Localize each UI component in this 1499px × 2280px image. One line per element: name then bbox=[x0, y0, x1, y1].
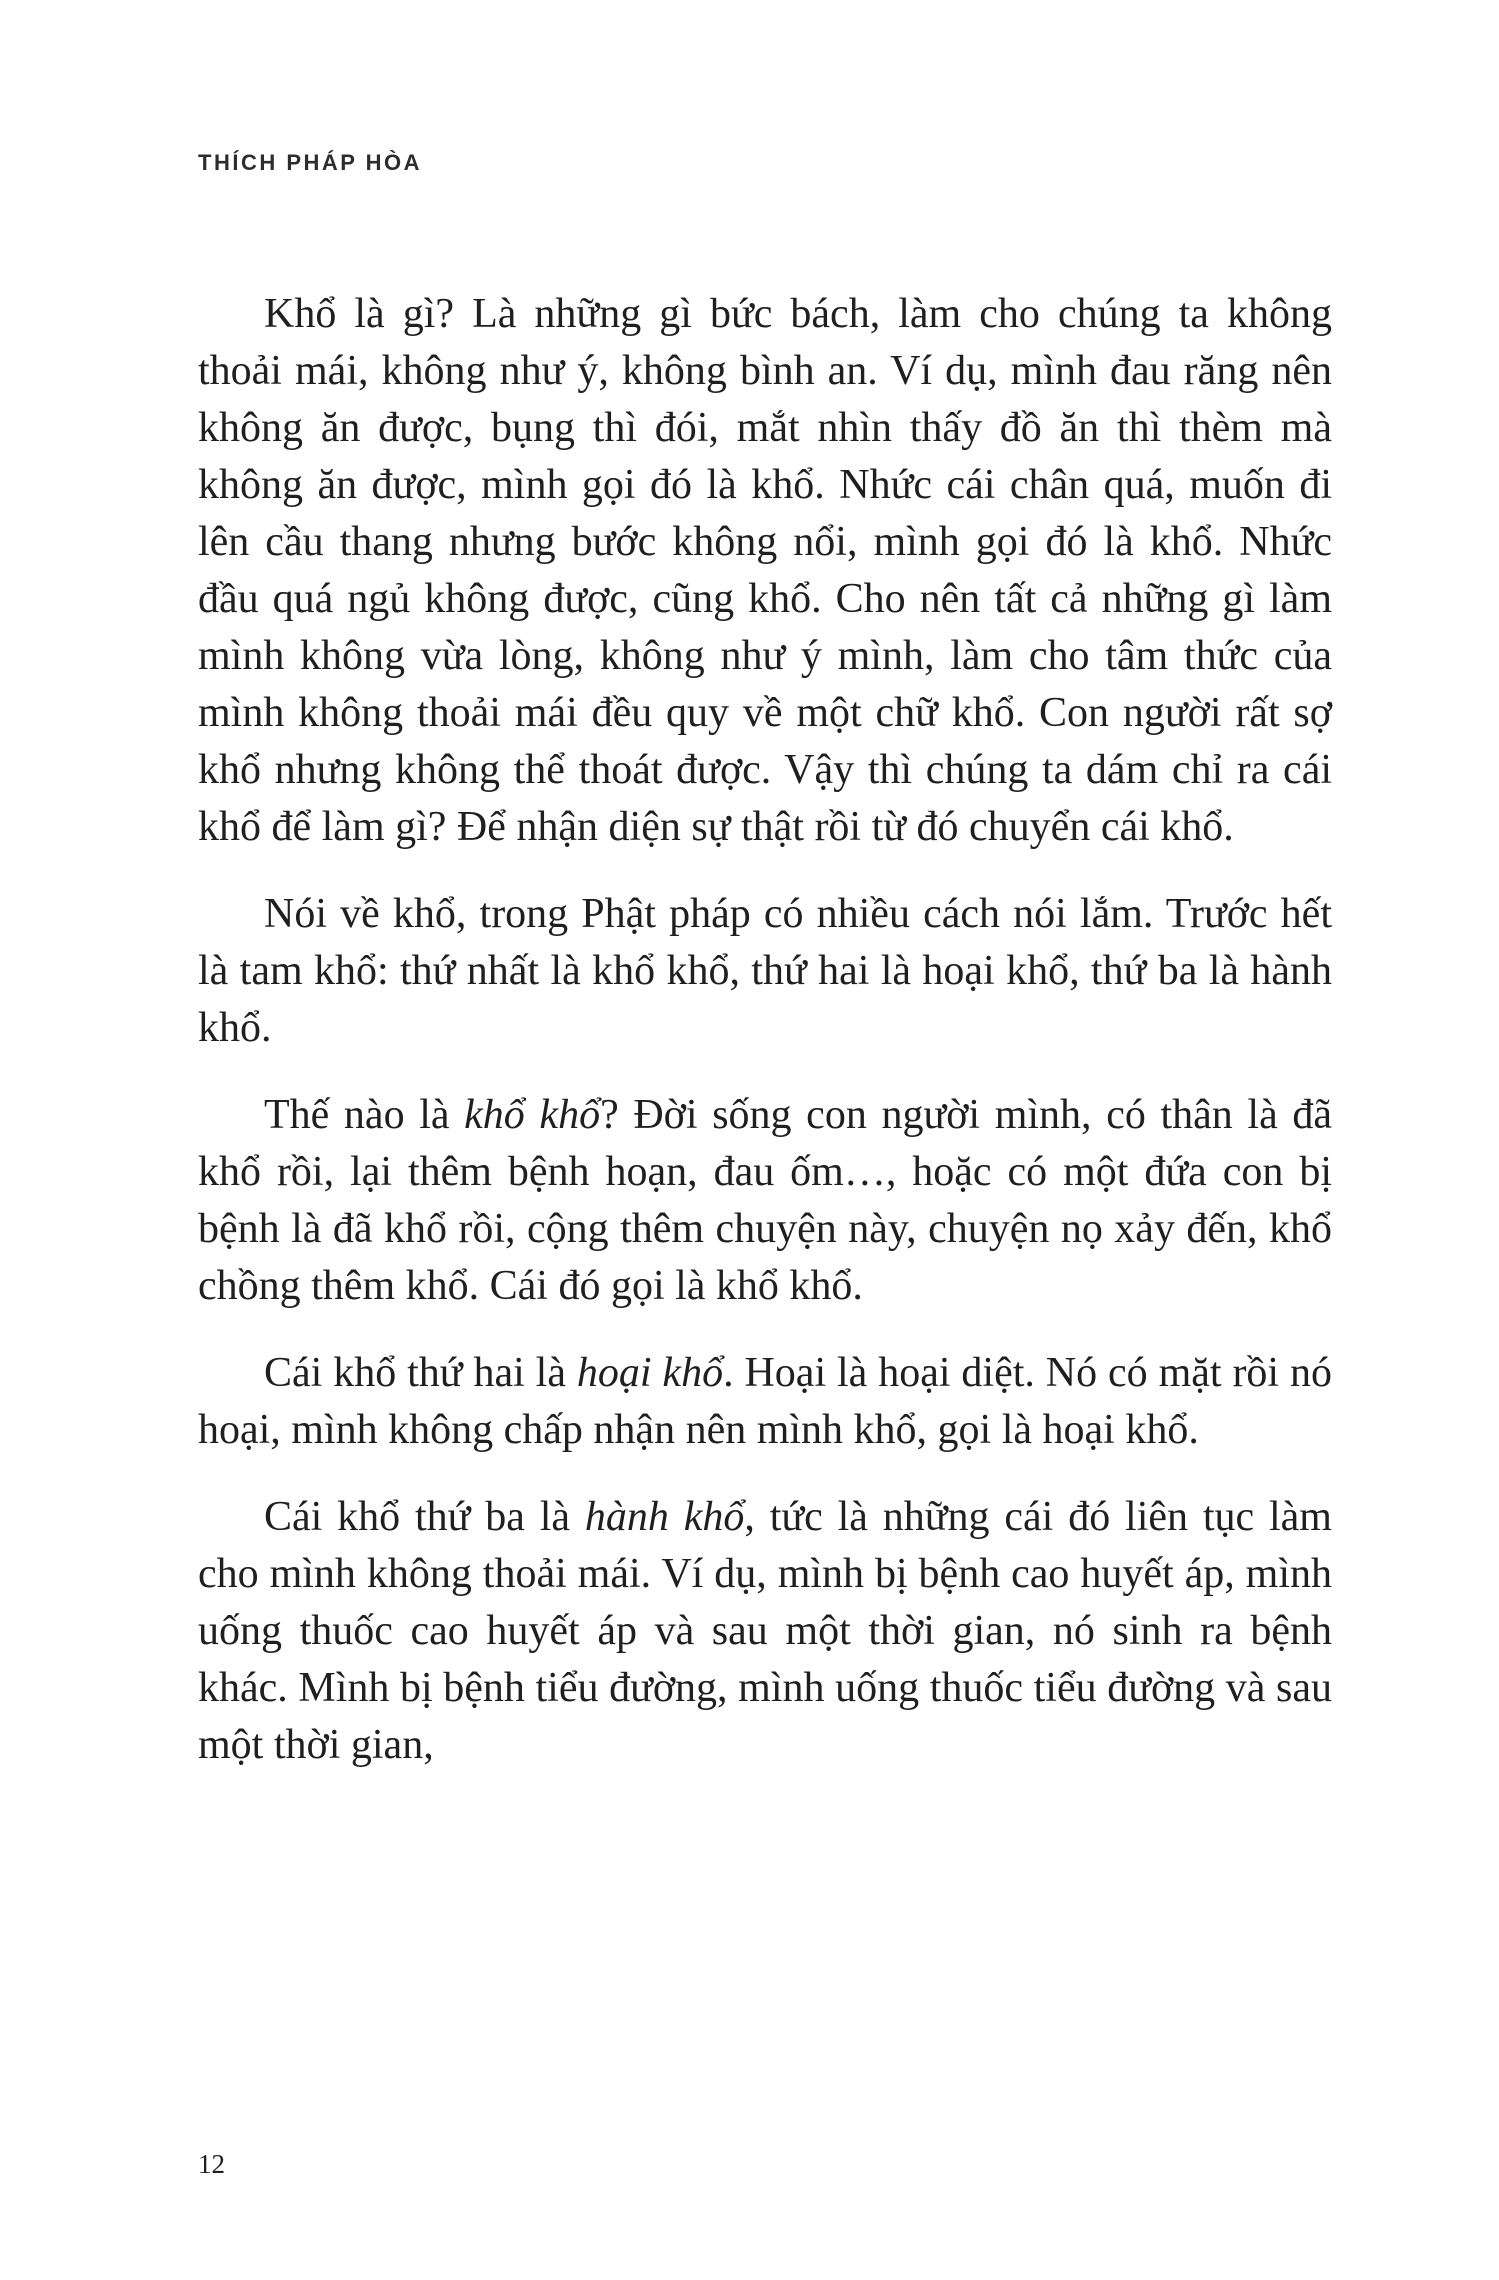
text-run-italic: hành khổ bbox=[584, 1494, 745, 1540]
paragraph-5 bbox=[198, 1489, 1332, 1774]
text-run-italic: khổ khổ bbox=[464, 1092, 601, 1138]
text-run: . Hoại là hoại diệt. Nó có mặt rồi nó hoại, mình không chấp nhận nên mình khổ, gọi là hoại khổ. bbox=[198, 1350, 1332, 1453]
page-number: 12 bbox=[198, 2149, 225, 2179]
text-run: , tức là những cái đó liên tục làm cho mình không thoải mái. Ví dụ, mình bị bệnh cao huyết áp, mình uống thuốc cao huyết áp và sau một thời gian, nó sinh ra bệnh khác. Mình bị bệnh tiểu đường, mình uống thuốc tiểu đường và sau một thời gian, bbox=[198, 1494, 1332, 1768]
text-run: Thế nào là bbox=[264, 1092, 465, 1138]
text-run-italic: hoại khổ bbox=[576, 1350, 724, 1396]
page-body bbox=[198, 286, 1332, 1774]
text-run: ? Đời sống con người mình, có thân là đã khổ rồi, lại thêm bệnh hoạn, đau ốm…, hoặc có một đứa con bị bệnh là đã khổ rồi, cộng thêm chuyện này, chuyện nọ xảy đến, khổ chồng thêm khổ. Cái đó gọi là khổ khổ. bbox=[198, 1092, 1332, 1309]
text-run: Khổ là gì? Là những gì bức bách, làm cho chúng ta không thoải mái, không như ý, không bình an. Ví dụ, mình đau răng nên không ăn được, bụng thì đói, mắt nhìn thấy đồ ăn thì thèm mà không ăn được, mình gọi đó là khổ. Nhức cái chân quá, muốn đi lên cầu thang nhưng bước không nổi, mình gọi đó là khổ. Nhức đầu quá ngủ không được, cũng khổ. Cho nên tất cả những gì làm mình không vừa lòng, không như ý mình, làm cho tâm thức của mình không thoải mái đều quy về một chữ khổ. Con người rất sợ khổ nhưng không thể thoát được. Vậy thì chúng ta dám chỉ ra cái khổ để làm gì? Để nhận diện sự thật rồi từ đó chuyển cái khổ. bbox=[198, 291, 1332, 850]
text-run: Cái khổ thứ ba là bbox=[264, 1494, 585, 1540]
paragraph-2 bbox=[198, 886, 1332, 1057]
paragraph-4 bbox=[198, 1345, 1332, 1459]
running-header: THÍCH PHÁP HÒA bbox=[198, 150, 423, 175]
text-run: Cái khổ thứ hai là bbox=[264, 1350, 577, 1396]
text-run: Nói về khổ, trong Phật pháp có nhiều cách nói lắm. Trước hết là tam khổ: thứ nhất là khổ khổ, thứ hai là hoại khổ, thứ ba là hành khổ. bbox=[198, 891, 1332, 1051]
paragraph-1 bbox=[198, 286, 1332, 856]
paragraph-3 bbox=[198, 1087, 1332, 1315]
